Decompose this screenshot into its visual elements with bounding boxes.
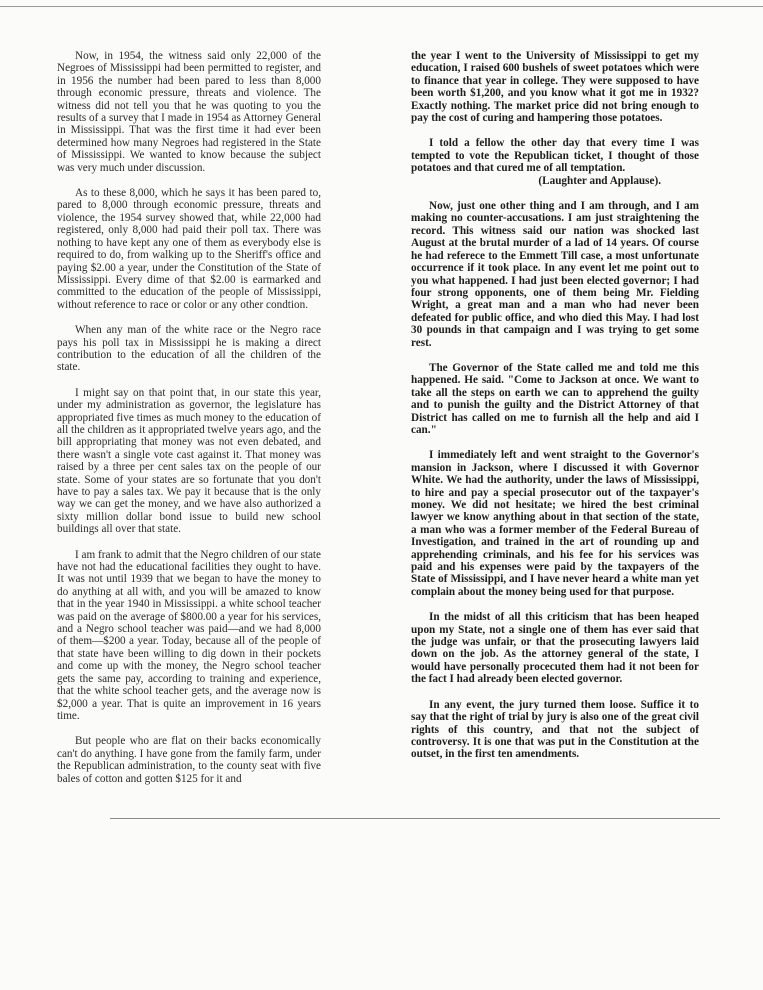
top-edge-rule [0, 6, 763, 7]
paragraph-sweet-potatoes: the year I went to the University of Mississippi to get my education, I raised 600 bushels of sweet potatoes which were to finance that year in college. They were supposed to have been worth $1,200, and you know what it got me in 1932? Exactly nothing. The market price did not bring enough to pay the cost of curing and hampering those potatoes. [411, 50, 699, 125]
paragraph-jury-trial: In any event, the jury turned them loose. Suffice it to say that the right of trial by jury is also one of the great civil rights of this country, and that not the subject of controversy. It is one that was put in the Constitution at the outset, in the first ten amendments. [411, 698, 699, 761]
bottom-rule [110, 818, 720, 819]
paragraph-family-farm: But people who are flat on their backs economically can't do anything. I have gone from the family farm, under the Republican administration, to the county seat with five bales of cotton and gotten $125 for it and [57, 735, 321, 785]
left-column [57, 50, 321, 798]
paragraph-governor-call: The Governor of the State called me and told me this happened. He said. "Come to Jackson at once. We want to take all the steps on earth we can to apprehend the guilty and to punish the guilty and the District Attorney of that District has called on me to furnish all the help and aid I can." [411, 361, 699, 436]
stage-direction: (Laughter and Applause). [538, 174, 661, 187]
paragraph-poll-tax: As to these 8,000, which he says it has been pared to, pared to 8,000 through economic pressure, threats and violence, the 1954 survey showed that, while 22,000 had registered, only 8,000 had paid their poll tax. There was nothing to have kept any one of them as everybody else is required to do, from walking up to the Sheriff's office and paying $2.00 a year, under the Constitution of the State of Mississippi. Every dime of that $2.00 is earmarked and committed to the education of the people of Mississippi, without reference to race or color or any other condtion. [57, 187, 321, 311]
paragraph-criticism: In the midst of all this criticism that has been heaped upon my State, not a single one of them has ever said that the judge was unfair, or that the prosecuting lawyers laid down on the job. As the attorney general of the state, I would have personally procecuted them had it not been for the fact I had already been elected governor. [411, 611, 699, 686]
paragraph-education-contribution: When any man of the white race or the Negro race pays his poll tax in Mississippi he is making a direct contribution to the education of all the children of the state. [57, 324, 321, 374]
paragraph-republican-ticket [411, 137, 699, 187]
anecdote-text: I told a fellow the other day that every time I was tempted to vote the Republican ticket, I thought of those potatoes and that cured me of all temptation. [411, 137, 699, 175]
paragraph-emmett-till: Now, just one other thing and I am through, and I am making no counter-accusations. I am just straightening the record. This witness said our nation was shocked last August at the brutal murder of a lad of 14 years. Of course he had referece to the Emmett Till case, a most unfortunate occurrence if it took place. In any event let me point out to you what happened. I had just been elected governor; I had four strong opponents, one of them being Mr. Fielding Wright, a great man and a man who had never been defeated for public office, and who died this May. I had lost 30 pounds in that campaign and I was trying to get some rest. [411, 200, 699, 349]
paragraph-registration-survey: Now, in 1954, the witness said only 22,000 of the Negroes of Mississippi had been permitted to register, and in 1956 the number had been pared to less than 8,000 through economic pressure, threats and violence. The witness did not tell you that he was quoting to you the results of a survey that I made in 1954 as Attorney General in Mississippi. That was the first time it had ever been determined how many Negroes had registered in the State of Mississippi. We wanted to know because the subject was very much under discussion. [57, 50, 321, 174]
paragraph-special-prosecutor: I immediately left and went straight to the Governor's mansion in Jackson, where I discussed it with Governor White. We had the authority, under the laws of Mississippi, to hire and pay a special prosecutor out of the taxpayer's money. We did not hesitate; we hired the best criminal lawyer we know anything about in that section of the state, a man who was a former member of the Federal Bureau of Investigation, and trained in the art of rounding up and apprehending criminals, and his fee for his services was paid and his expenses were paid by the taxpayers of the State of Mississippi, and I have never heard a white man yet complain about the money being used for that purpose. [411, 449, 699, 598]
paragraph-appropriation: I might say on that point that, in our state this year, under my administration as governor, the legislature has appropriated five times as much money to the education of all the children as it appropriated twelve years ago, and the bill appropriating that money was not even debated, and there wasn't a single vote cast against it. That money was raised by a three per cent sales tax on the people of our state. Some of your states are so fortunate that you don't have to pay a sales tax. We pay it because that is the only way we can get the money, and we have also authorized a sixty million dollar bond issue to build new school buildings all over that state. [57, 386, 321, 536]
paragraph-teacher-pay: I am frank to admit that the Negro children of our state have not had the educational facilities they ought to have. It was not until 1939 that we began to have the money to do anything at all with, and you will be amazed to know that in the year 1940 in Mississippi. a white school teacher was paid on the average of $800.00 a year for his services, and a Negro school teacher was paid—and we had 8,000 of them—$200 a year. Today, because all of the people of that state have been willing to dig down in their pockets and come up with the money, the Negro school teacher gets the same pay, according to training and experience, that the white school teacher gets, and the average now is $2,000 a year. That is quite an improvement in 16 years time. [57, 548, 321, 722]
right-column [411, 50, 699, 774]
